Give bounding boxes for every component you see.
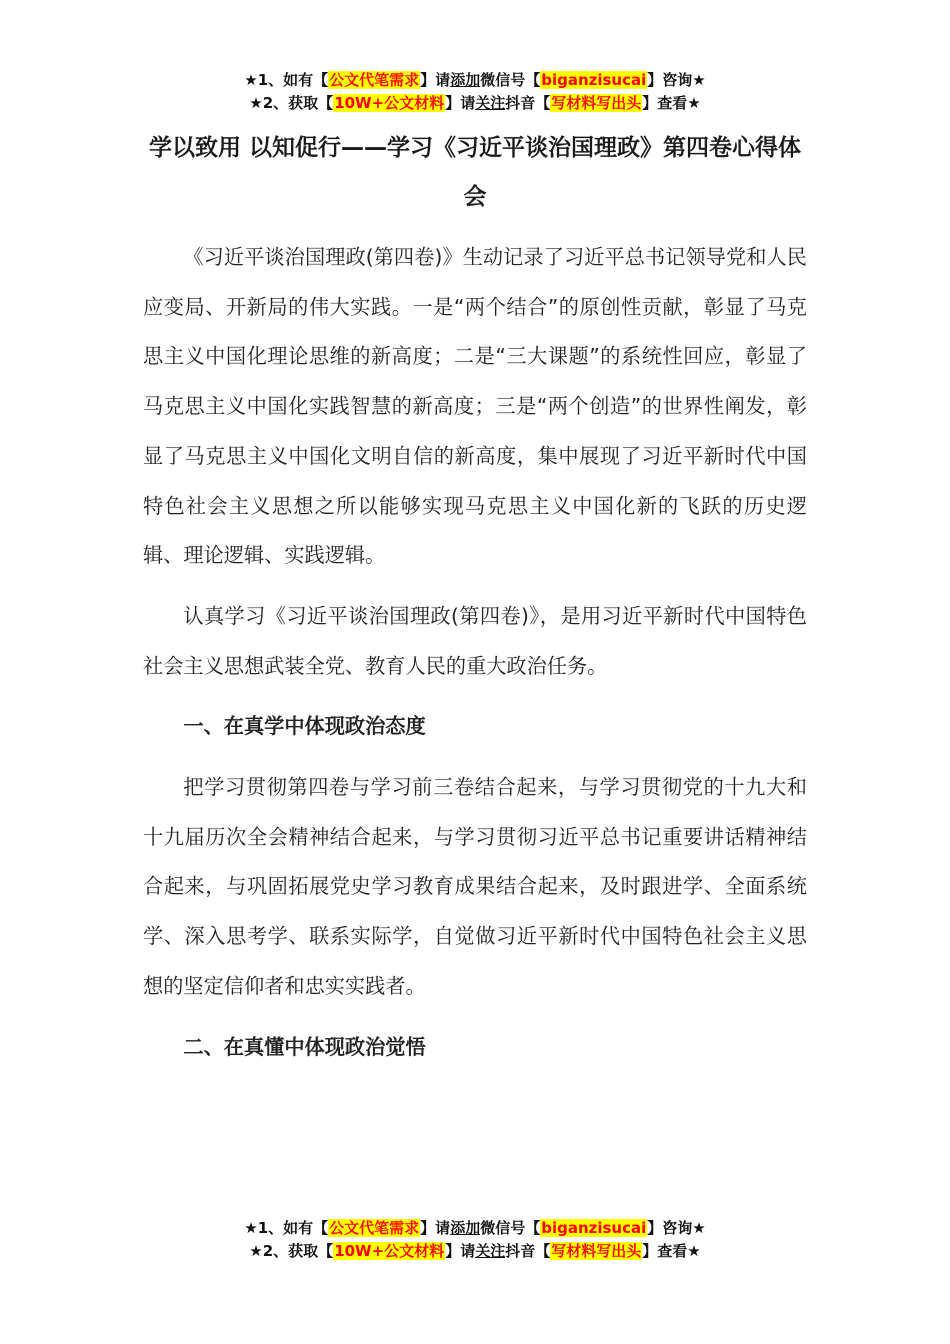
promo-text: 】请	[420, 1219, 451, 1237]
promo-text: 】咨询★	[647, 71, 706, 89]
promo-line-1	[0, 1217, 950, 1240]
promo-highlight: 写材料写出头	[551, 1242, 642, 1260]
promo-highlight: biganzisucai	[541, 1219, 647, 1237]
promo-underlined: 添加	[450, 1219, 481, 1237]
promo-highlight: biganzisucai	[541, 71, 647, 89]
promo-text: ★2、获取【	[249, 94, 334, 112]
promo-text: 微信号【	[480, 71, 541, 89]
promo-text: 】查看★	[642, 94, 701, 112]
promo-highlight: 写材料写出头	[551, 94, 642, 112]
promo-text: ★2、获取【	[249, 1242, 334, 1260]
document-body	[143, 233, 807, 1083]
section-heading: 二、在真懂中体现政治觉悟	[183, 1034, 426, 1059]
section-heading: 一、在真学中体现政治态度	[183, 714, 426, 739]
promo-text: 】查看★	[642, 1242, 701, 1260]
promo-line-2	[0, 92, 950, 115]
promo-text: 】请	[420, 71, 451, 89]
promo-text: 微信号【	[480, 1219, 541, 1237]
promo-text: 抖音【	[505, 94, 551, 112]
promo-text: ★1、如有【	[244, 1219, 329, 1237]
promo-underlined: 关注	[475, 94, 506, 112]
paragraph: 《习近平谈治国理政(第四卷)》生动记录了习近平总书记领导党和人民应变局、开新局的伟大实践。一是“两个结合”的原创性贡献，彰显了马克思主义中国化理论思维的新高度；二是“三大课题”的系统性回应，彰显了马克思主义中国化实践智慧的新高度；三是“两个创造”的世界性阐发，彰显了马克思主义中国化文明自信的新高度，集中展现了习近平新时代中国特色社会主义思想之所以能够实现马克思主义中国化新的飞跃的历史逻辑、理论逻辑、实践逻辑。	[143, 245, 807, 568]
promo-text: 】咨询★	[647, 1219, 706, 1237]
paragraph: 认真学习《习近平谈治国理政(第四卷)》，是用习近平新时代中国特色社会主义思想武装全党、教育人民的重大政治任务。	[143, 603, 807, 678]
promo-highlight: 10W+公文材料	[334, 94, 445, 112]
promo-text: ★1、如有【	[244, 71, 329, 89]
promo-highlight: 10W+公文材料	[334, 1242, 445, 1260]
promo-text: 】请	[445, 1242, 476, 1260]
promo-underlined: 添加	[450, 71, 481, 89]
promo-highlight: 公文代笔需求	[329, 71, 420, 89]
promo-highlight: 公文代笔需求	[329, 1219, 420, 1237]
promo-text: 】请	[445, 94, 476, 112]
promo-text: 抖音【	[505, 1242, 551, 1260]
promo-underlined: 关注	[475, 1242, 506, 1260]
promo-line-2	[0, 1240, 950, 1263]
paragraph: 把学习贯彻第四卷与学习前三卷结合起来，与学习贯彻党的十九大和十九届历次全会精神结合起来，与学习贯彻习近平总书记重要讲话精神结合起来，与巩固拓展党史学习教育成果结合起来，及时跟进学、全面系统学、深入思考学、联系实际学，自觉做习近平新时代中国特色社会主义思想的坚定信仰者和忠实实践者。	[143, 775, 807, 998]
header-promo-banner	[0, 69, 950, 115]
footer-promo-banner	[0, 1217, 950, 1263]
document-title: 学以致用 以知促行——学习《习近平谈治国理政》第四卷心得体会	[148, 135, 801, 210]
promo-line-1	[0, 69, 950, 92]
